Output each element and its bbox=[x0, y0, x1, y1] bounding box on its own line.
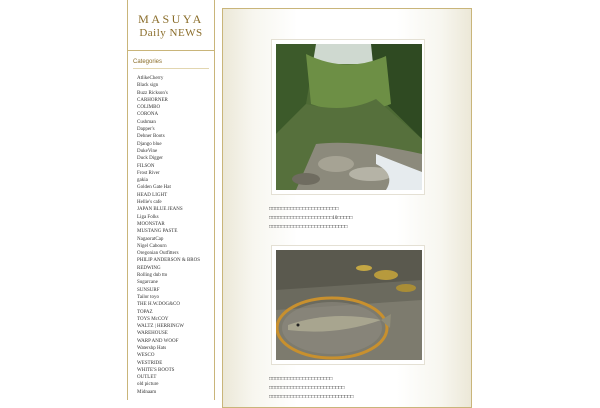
text-line: □□□□□□□□□□□□□□□□□□□□□10□□□□□ bbox=[269, 216, 353, 221]
category-link[interactable]: Sugarcane bbox=[137, 280, 158, 286]
post-paragraph-2 bbox=[269, 375, 429, 402]
site-title[interactable] bbox=[128, 0, 214, 51]
category-link[interactable]: AtlikeCherry bbox=[137, 76, 164, 81]
category-link[interactable]: THE H.W.DOG&CO bbox=[137, 302, 181, 308]
category-link[interactable]: gakia bbox=[137, 178, 148, 184]
category-link[interactable]: Hellie's cafe bbox=[137, 200, 162, 206]
category-link[interactable]: Duck Digger bbox=[137, 156, 163, 162]
category-link[interactable]: MUSTANG PASTE bbox=[137, 229, 178, 235]
category-link[interactable]: COLIMBO bbox=[137, 105, 161, 111]
category-link[interactable]: Django blue bbox=[137, 141, 162, 147]
category-link[interactable]: JAPAN BLUE JEANS bbox=[137, 207, 183, 213]
category-link[interactable]: WALTZ | HERRINGW bbox=[137, 324, 184, 330]
fish-net-image bbox=[276, 250, 422, 360]
category-link[interactable]: Frost River bbox=[137, 170, 160, 176]
category-link[interactable]: HEAD LIGHT bbox=[137, 192, 168, 198]
text-line: □□□□□□□□□□□□□□□□□□□□□□□□□□ bbox=[269, 225, 348, 230]
category-link[interactable]: WAREHOUSE bbox=[137, 331, 168, 337]
text-line: □□□□□□□□□□□□□□□□□□□□□□□ bbox=[269, 207, 339, 212]
site-title-line2: Daily NEWS bbox=[139, 27, 203, 39]
category-link[interactable]: Watershp Hats bbox=[137, 345, 167, 351]
category-link[interactable]: WESTRIDE bbox=[137, 360, 163, 366]
categories-heading: Categories bbox=[133, 59, 209, 69]
photo-fish-net[interactable] bbox=[271, 245, 425, 365]
main-content bbox=[222, 8, 472, 408]
category-link[interactable]: Midnaam bbox=[137, 389, 157, 395]
category-link[interactable]: DukeVine bbox=[137, 148, 158, 154]
category-link[interactable]: CORONA bbox=[137, 112, 159, 118]
category-link[interactable]: WHITE'S BOOTS bbox=[137, 367, 175, 373]
text-line: □□□□□□□□□□□□□□□□□□□□□ bbox=[269, 377, 333, 382]
category-link[interactable]: Black sign bbox=[137, 83, 159, 89]
category-link[interactable]: WESCO bbox=[137, 353, 155, 359]
category-link[interactable]: OUTLET bbox=[137, 375, 157, 381]
category-link[interactable]: Cushman bbox=[137, 119, 156, 125]
category-list bbox=[128, 75, 214, 396]
category-link[interactable]: CARHORNER bbox=[137, 97, 168, 103]
category-link[interactable]: REDWING bbox=[137, 265, 161, 271]
category-link[interactable]: Liga Folks bbox=[137, 214, 159, 220]
category-link[interactable]: SUNSURF bbox=[137, 287, 160, 293]
category-link[interactable]: Tailor toyo bbox=[137, 294, 160, 300]
category-link[interactable]: FILSON bbox=[137, 163, 155, 169]
text-line: □□□□□□□□□□□□□□□□□□□□□□□□□ bbox=[269, 386, 345, 391]
post-paragraph-1 bbox=[269, 205, 429, 232]
site-title-line1: MASUYA bbox=[138, 12, 204, 26]
category-link[interactable]: WARP AND WOOF bbox=[137, 338, 179, 344]
category-link[interactable]: TOYS McCOY bbox=[137, 316, 169, 322]
photo-forest-stream[interactable] bbox=[271, 39, 425, 195]
forest-stream-image bbox=[276, 44, 422, 190]
category-link[interactable]: PHILIP ANDERSON & BROS bbox=[137, 258, 201, 264]
category-link[interactable]: NagaoratCap bbox=[137, 236, 164, 242]
category-link[interactable]: MOONSTAR bbox=[137, 221, 165, 227]
category-link[interactable]: Golden Gate Hat bbox=[137, 185, 171, 191]
category-link[interactable]: Dehner Boots bbox=[137, 134, 165, 140]
sidebar bbox=[127, 0, 215, 400]
category-link[interactable]: TOPAZ bbox=[137, 309, 153, 315]
category-link[interactable]: Nigel Cabourn bbox=[137, 243, 167, 249]
category-link[interactable]: Oregonian Outfitters bbox=[137, 251, 179, 257]
category-link[interactable]: Rolling dub tto bbox=[137, 273, 168, 279]
category-link[interactable]: old picture bbox=[137, 382, 159, 388]
text-line: □□□□□□□□□□□□□□□□□□□□□□□□□□□□ bbox=[269, 395, 354, 400]
category-link[interactable]: Dapper's bbox=[137, 127, 155, 133]
category-link[interactable]: Buzz Rickson's bbox=[137, 90, 168, 96]
